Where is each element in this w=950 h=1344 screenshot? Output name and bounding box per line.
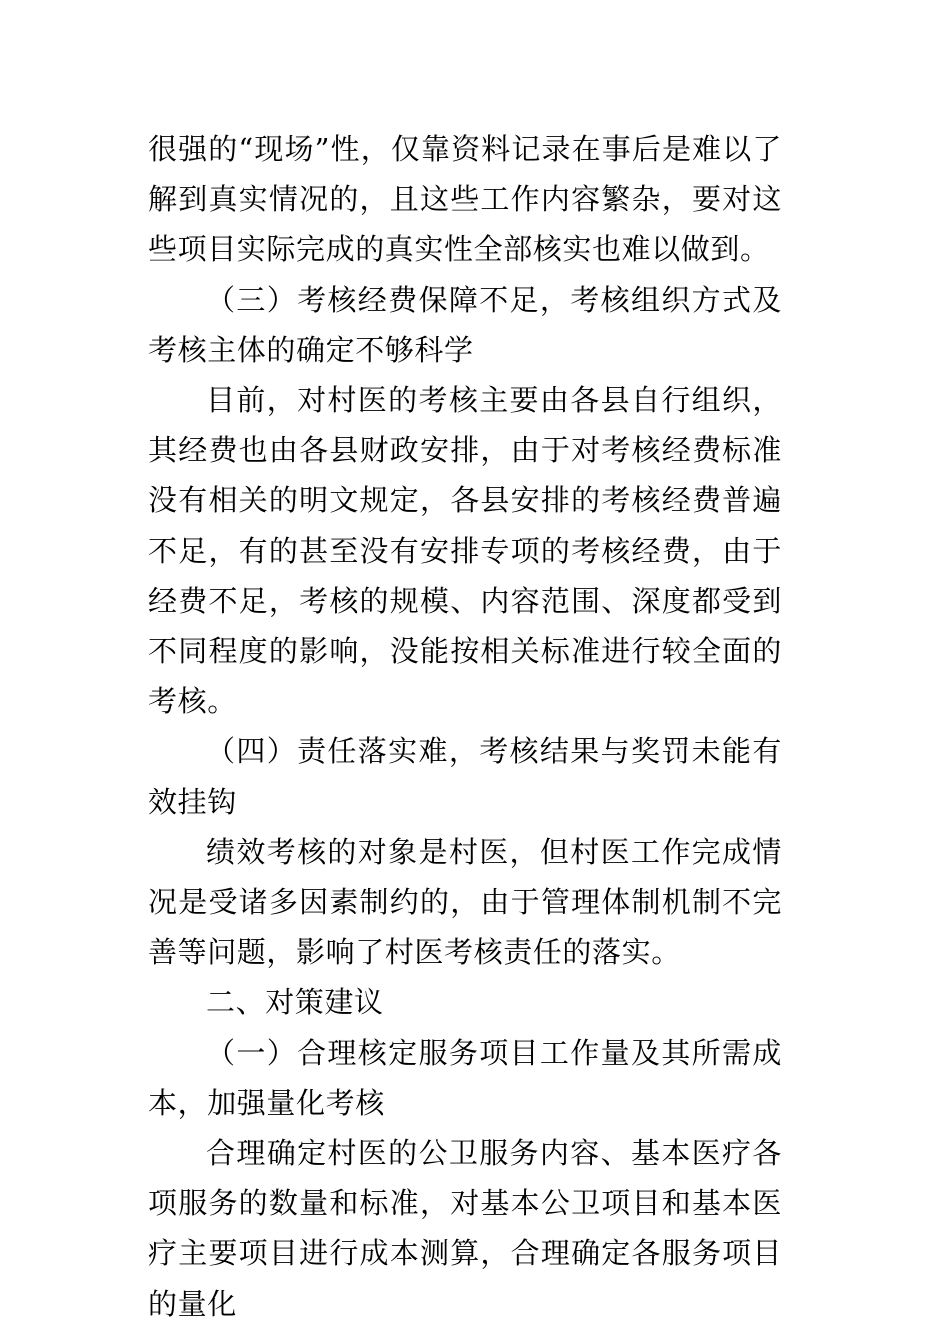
- section-heading-1: （一）合理核定服务项目工作量及其所需成本，加强量化考核: [148, 1035, 782, 1120]
- paragraph: 绩效考核的对象是村医，但村医工作完成情况是受诸多因素制约的，由于管理体制机制不完善等问题，影响了村医考核责任的落实。: [148, 834, 782, 970]
- paragraph: 目前，对村医的考核主要由各县自行组织，其经费也由各县财政安排，由于对考核经费标准没有相关的明文规定，各县安排的考核经费普遍不足，有的甚至没有安排专项的考核经费，由于经费不足，考核的规模、内容范围、深度都受到不同程度的影响，没能按相关标准进行较全面的考核。: [148, 383, 782, 719]
- paragraph-continued: 很强的“现场”性，仅靠资料记录在事后是难以了解到真实情况的，且这些工作内容繁杂，要对这些项目实际完成的真实性全部核实也难以做到。: [148, 132, 782, 267]
- document-body: [148, 124, 782, 1329]
- section-heading-3: （三）考核经费保障不足，考核组织方式及考核主体的确定不够科学: [148, 282, 782, 367]
- paragraph: 合理确定村医的公卫服务内容、基本医疗各项服务的数量和标准，对基本公卫项目和基本医疗主要项目进行成本测算，合理确定各服务项目的量化: [148, 1136, 782, 1321]
- section-heading-4: （四）责任落实难，考核结果与奖罚未能有效挂钩: [148, 734, 782, 819]
- chapter-heading: 二、对策建议: [206, 985, 384, 1020]
